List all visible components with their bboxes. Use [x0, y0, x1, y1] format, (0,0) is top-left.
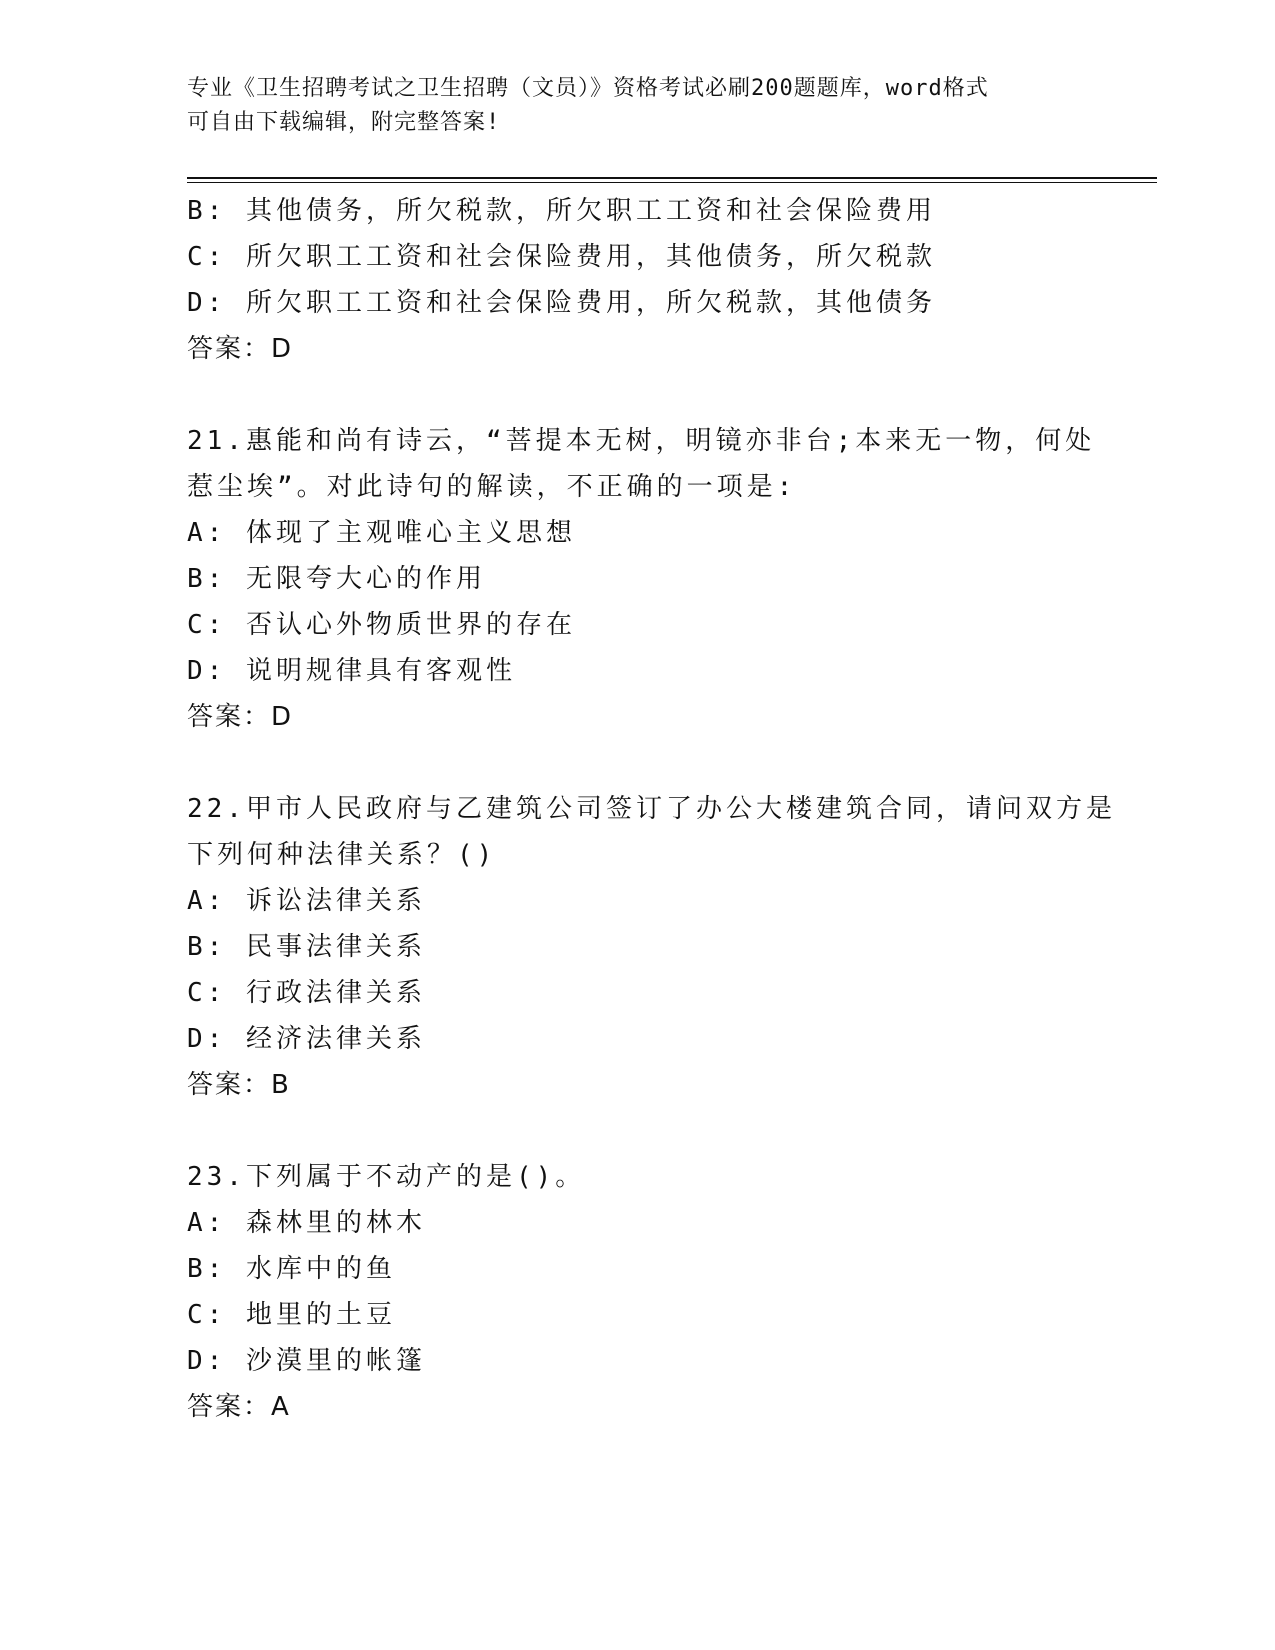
question-22 [187, 786, 1116, 1108]
option-d: D: 经济法律关系 [187, 1024, 426, 1054]
option-b: B: 其他债务，所欠税款，所欠职工工资和社会保险费用 [187, 196, 936, 226]
option-c: C: 所欠职工工资和社会保险费用，其他债务，所欠税款 [187, 242, 936, 272]
option-c: C: 地里的土豆 [187, 1300, 396, 1330]
answer-line: 答案：B [187, 1070, 291, 1100]
spacer [187, 740, 1087, 786]
header-line-1: 专业《卫生招聘考试之卫生招聘（文员）》资格考试必刷200题题库，word格式 [187, 76, 989, 101]
question-stem-line: 21.惠能和尚有诗云，“菩提本无树，明镜亦非台;本来无一物，何处 [187, 426, 1096, 456]
answer-line: 答案：A [187, 1392, 291, 1422]
option-c: C: 否认心外物质世界的存在 [187, 610, 576, 640]
question-stem-line: 下列何种法律关系？() [187, 840, 497, 870]
option-a: A: 诉讼法律关系 [187, 886, 426, 916]
question-stem-line: 23.下列属于不动产的是()。 [187, 1162, 586, 1192]
question-prev [187, 188, 1087, 372]
option-b: B: 民事法律关系 [187, 932, 426, 962]
header-line-2: 可自由下载编辑，附完整答案! [187, 110, 501, 135]
option-c: C: 行政法律关系 [187, 978, 426, 1008]
question-content [187, 188, 1116, 1430]
question-23 [187, 1154, 1087, 1430]
option-a: A: 体现了主观唯心主义思想 [187, 518, 576, 548]
header-divider-thin [187, 182, 1157, 183]
option-a: A: 森林里的林木 [187, 1208, 426, 1238]
question-stem-line: 22.甲市人民政府与乙建筑公司签订了办公大楼建筑合同，请问双方是 [187, 794, 1116, 824]
document-header [187, 72, 1087, 140]
spacer [187, 372, 1087, 418]
answer-line: 答案：D [187, 702, 294, 732]
option-b: B: 无限夸大心的作用 [187, 564, 486, 594]
answer-line: 答案：D [187, 334, 294, 364]
option-b: B: 水库中的鱼 [187, 1254, 396, 1284]
question-21 [187, 418, 1096, 740]
spacer [187, 1108, 1087, 1154]
option-d: D: 沙漠里的帐篷 [187, 1346, 426, 1376]
option-d: D: 说明规律具有客观性 [187, 656, 516, 686]
header-divider-thick [187, 177, 1157, 179]
option-d: D: 所欠职工工资和社会保险费用，所欠税款，其他债务 [187, 288, 936, 318]
question-stem-line: 惹尘埃”。对此诗句的解读，不正确的一项是: [187, 472, 797, 502]
